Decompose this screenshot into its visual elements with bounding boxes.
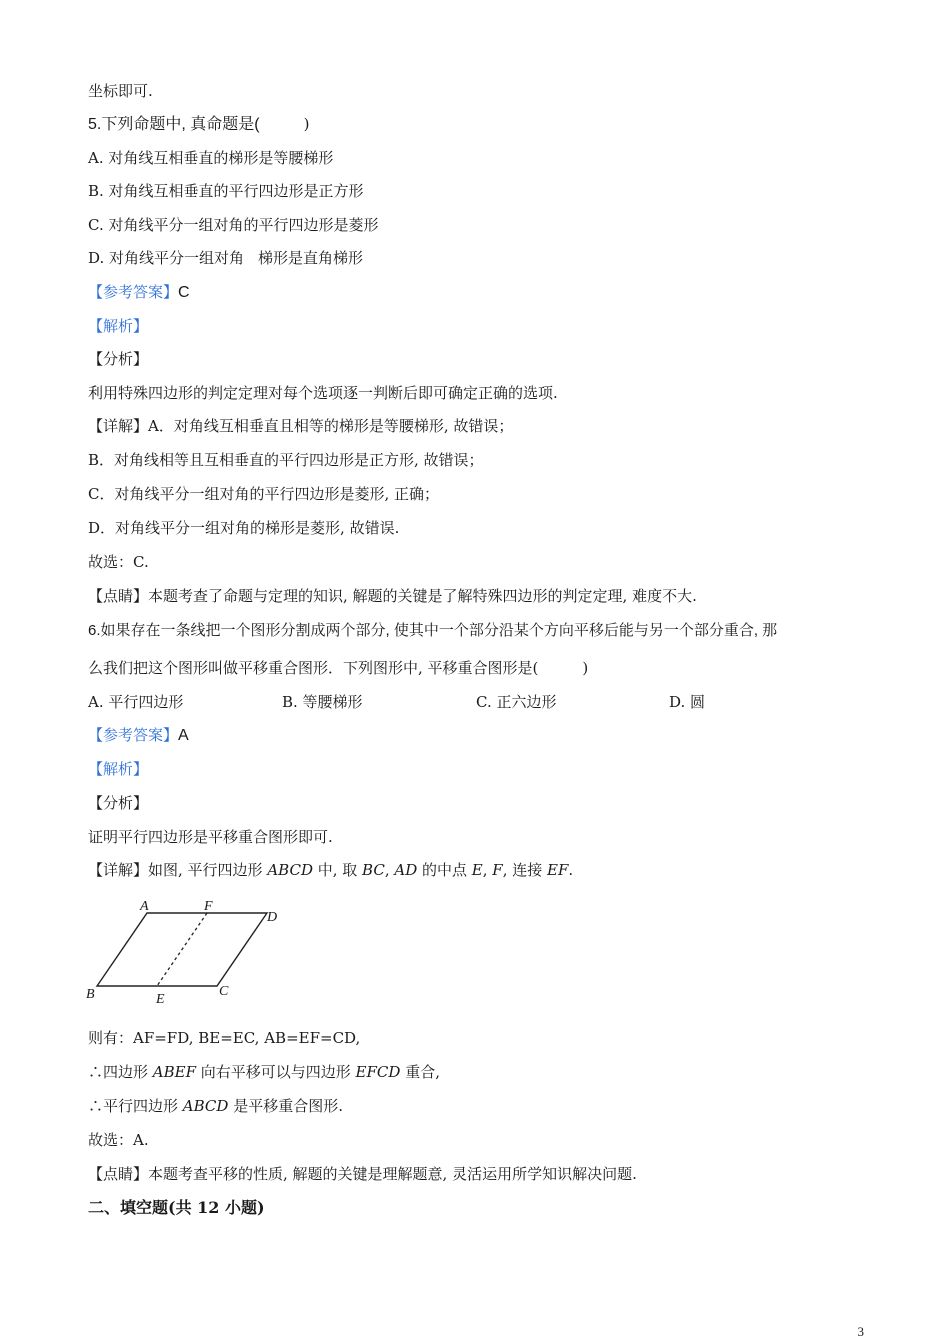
q6-option-c: C. 正六边形 (476, 693, 557, 711)
label-e: E (156, 992, 165, 1007)
q6-jiexi: 【解析】 (88, 760, 149, 778)
q5-fenxi: 【分析】 (88, 350, 149, 368)
q5-detail-2: B．对角线相等且互相垂直的平行四边形是正方形, 故错误； (88, 451, 484, 469)
q5-analysis: 利用特殊四边形的判定定理对每个选项逐一判断后即可确定正确的选项. (88, 384, 558, 402)
q6-answer: 【参考答案】A (88, 726, 189, 744)
q5-option-d: D. 对角线平分一组对角 梯形是直角梯形 (88, 249, 364, 267)
q5-choose: 故选：C. (88, 553, 149, 571)
q5-option-b: B. 对角线互相垂直的平行四边形是正方形 (88, 182, 364, 200)
q6-analysis: 证明平行四边形是平移重合图形即可. (88, 828, 333, 846)
q6-fenxi: 【分析】 (88, 794, 149, 812)
q5-detail-1: 【详解】A．对角线互相垂直且相等的梯形是等腰梯形, 故错误； (88, 417, 514, 435)
page-number: 3 (857, 1324, 864, 1339)
parallelogram-figure (84, 893, 284, 1013)
section-2-heading: 二、填空题(共 12 小题) (88, 1198, 265, 1217)
dashed-segment-ef (157, 913, 207, 986)
q5-detail-3: C．对角线平分一组对角的平行四边形是菱形, 正确； (88, 485, 440, 503)
intro-tail: 坐标即可. (88, 82, 153, 100)
q5-option-c: C. 对角线平分一组对角的平行四边形是菱形 (88, 216, 379, 234)
q6-therefore-1: ∴四边形 ABEF 向右平移可以与四边形 EFCD 重合, (88, 1063, 440, 1081)
q5-detail-4: D．对角线平分一组对角的梯形是菱形, 故错误. (88, 519, 400, 537)
q5-answer-value: C (178, 284, 190, 301)
q6-stem-line-1: 6.如果存在一条线把一个图形分割成两个部分, 使其中一个部分沿某个方向平移后能与另一个部分重合, 那 (88, 622, 778, 639)
label-d: D (267, 910, 278, 925)
q5-stem: 5.下列命题中, 真命题是( ) (88, 115, 310, 133)
label-f: F (204, 899, 213, 914)
q5-comment: 【点睛】本题考查了命题与定理的知识, 解题的关键是了解特殊四边形的判定定理, 难度不大. (88, 587, 697, 605)
q6-option-a: A. 平行四边形 (88, 693, 184, 711)
q6-option-d: D. 圆 (669, 693, 706, 711)
q6-detail: 【详解】如图, 平行四边形 ABCD 中, 取 BC, AD 的中点 E, F, 连接 EF. (88, 861, 574, 879)
label-c: C (219, 984, 229, 999)
label-b: B (86, 987, 95, 1002)
q6-answer-value: A (178, 727, 189, 744)
q6-options (88, 689, 868, 715)
q5-jiexi: 【解析】 (88, 317, 149, 335)
q5-option-a: A. 对角线互相垂直的梯形是等腰梯形 (88, 149, 334, 167)
q5-answer: 【参考答案】C (88, 283, 190, 301)
q6-option-b: B. 等腰梯形 (282, 693, 363, 711)
q6-comment: 【点睛】本题考查平移的性质, 解题的关键是理解题意, 灵活运用所学知识解决问题. (88, 1165, 637, 1183)
label-a: A (140, 899, 149, 914)
q6-choose: 故选：A. (88, 1131, 149, 1149)
q6-then: 则有：AF=FD, BE=EC, AB=EF=CD, (88, 1029, 361, 1047)
q6-stem-line-2: 么我们把这个图形叫做平移重合图形．下列图形中, 平移重合图形是( ) (88, 659, 589, 677)
q6-therefore-2: ∴平行四边形 ABCD 是平移重合图形. (88, 1097, 343, 1115)
